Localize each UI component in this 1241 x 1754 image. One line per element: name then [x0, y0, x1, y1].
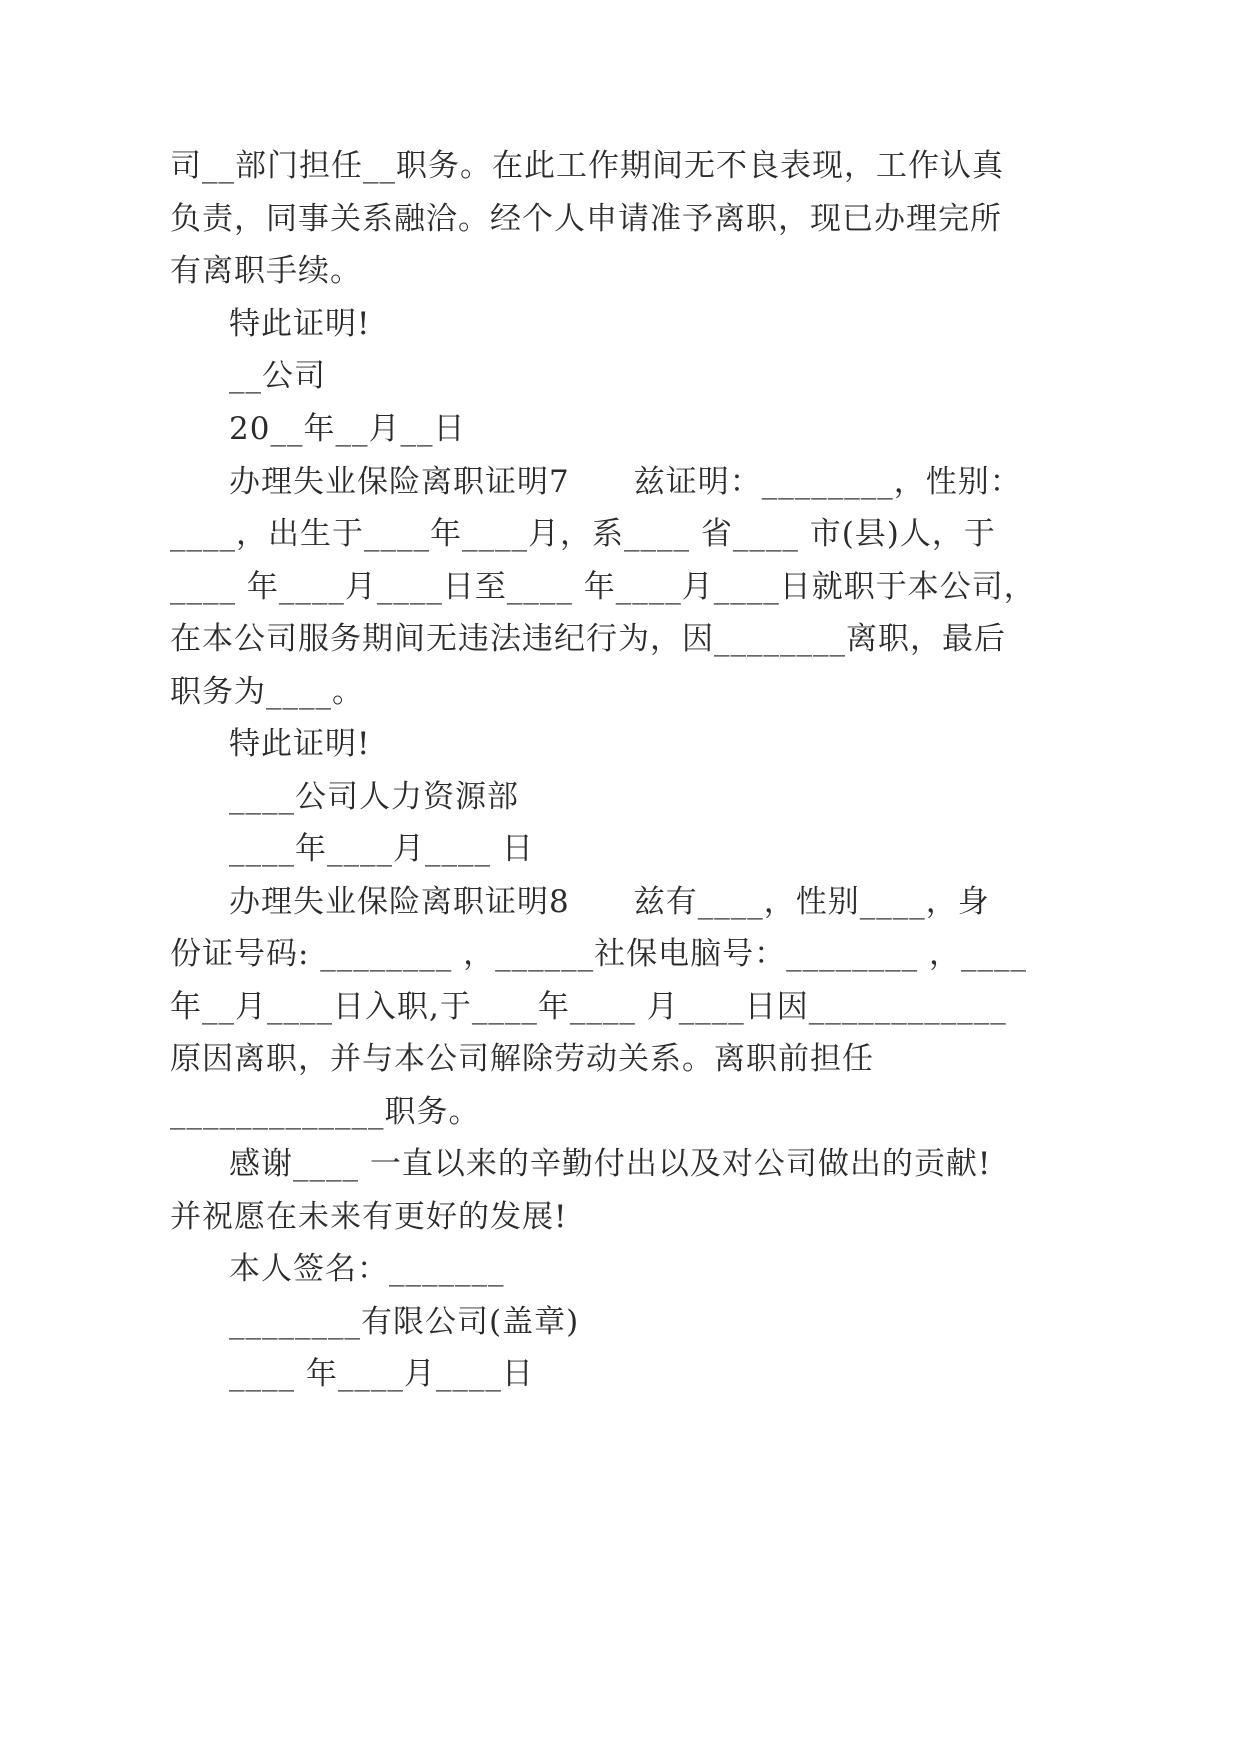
- certify-line-1: 特此证明!: [229, 306, 371, 342]
- body-line-8: 份证号码: ________ ，______社保电脑号：________ ，____: [170, 936, 1028, 972]
- body-line-4: ____，出生于____年____月，系____ 省____ 市(县)人，于: [170, 516, 996, 552]
- body-line-6: 在本公司服务期间无违法违纪行为，因________离职，最后: [170, 621, 1006, 657]
- body-line-10: 原因离职，并与本公司解除劳动关系。离职前担任: [170, 1041, 874, 1077]
- body-line-9: 年__月____日入职,于____年____ 月____日因____________: [170, 989, 1007, 1025]
- company-line-2: ____公司人力资源部: [229, 779, 519, 815]
- body-line-3: 有离职手续。: [170, 253, 362, 289]
- section-8-heading-line: 办理失业保险离职证明8 兹有____，性别____，身: [229, 884, 990, 920]
- thanks-line-2: 并祝愿在未来有更好的发展!: [170, 1199, 568, 1235]
- body-line-7: 职务为____。: [170, 674, 364, 710]
- date-line-3: ____ 年____月____日: [229, 1356, 534, 1392]
- body-line-11: _____________职务。: [170, 1094, 481, 1130]
- body-line-2: 负责，同事关系融洽。经个人申请准予离职，现已办理完所: [170, 201, 1002, 237]
- body-line-5: ____ 年____月____日至____ 年____月____日就职于本公司，: [170, 569, 1036, 605]
- date-line-2: ____年____月____ 日: [229, 831, 534, 867]
- company-seal-line: ________有限公司(盖章): [229, 1304, 580, 1340]
- body-line-1: 司__部门担任__职务。在此工作期间无不良表现，工作认真: [170, 148, 1004, 184]
- section-7-heading-line: 办理失业保险离职证明7 兹证明：________，性别：: [229, 464, 1022, 500]
- date-line-1: 20__年__月__日: [229, 411, 466, 447]
- thanks-line-1: 感谢____ 一直以来的辛勤付出以及对公司做出的贡献!: [229, 1146, 992, 1182]
- certify-line-2: 特此证明!: [229, 726, 371, 762]
- company-line-1: __公司: [229, 358, 326, 394]
- signature-line: 本人签名：_______: [229, 1251, 505, 1287]
